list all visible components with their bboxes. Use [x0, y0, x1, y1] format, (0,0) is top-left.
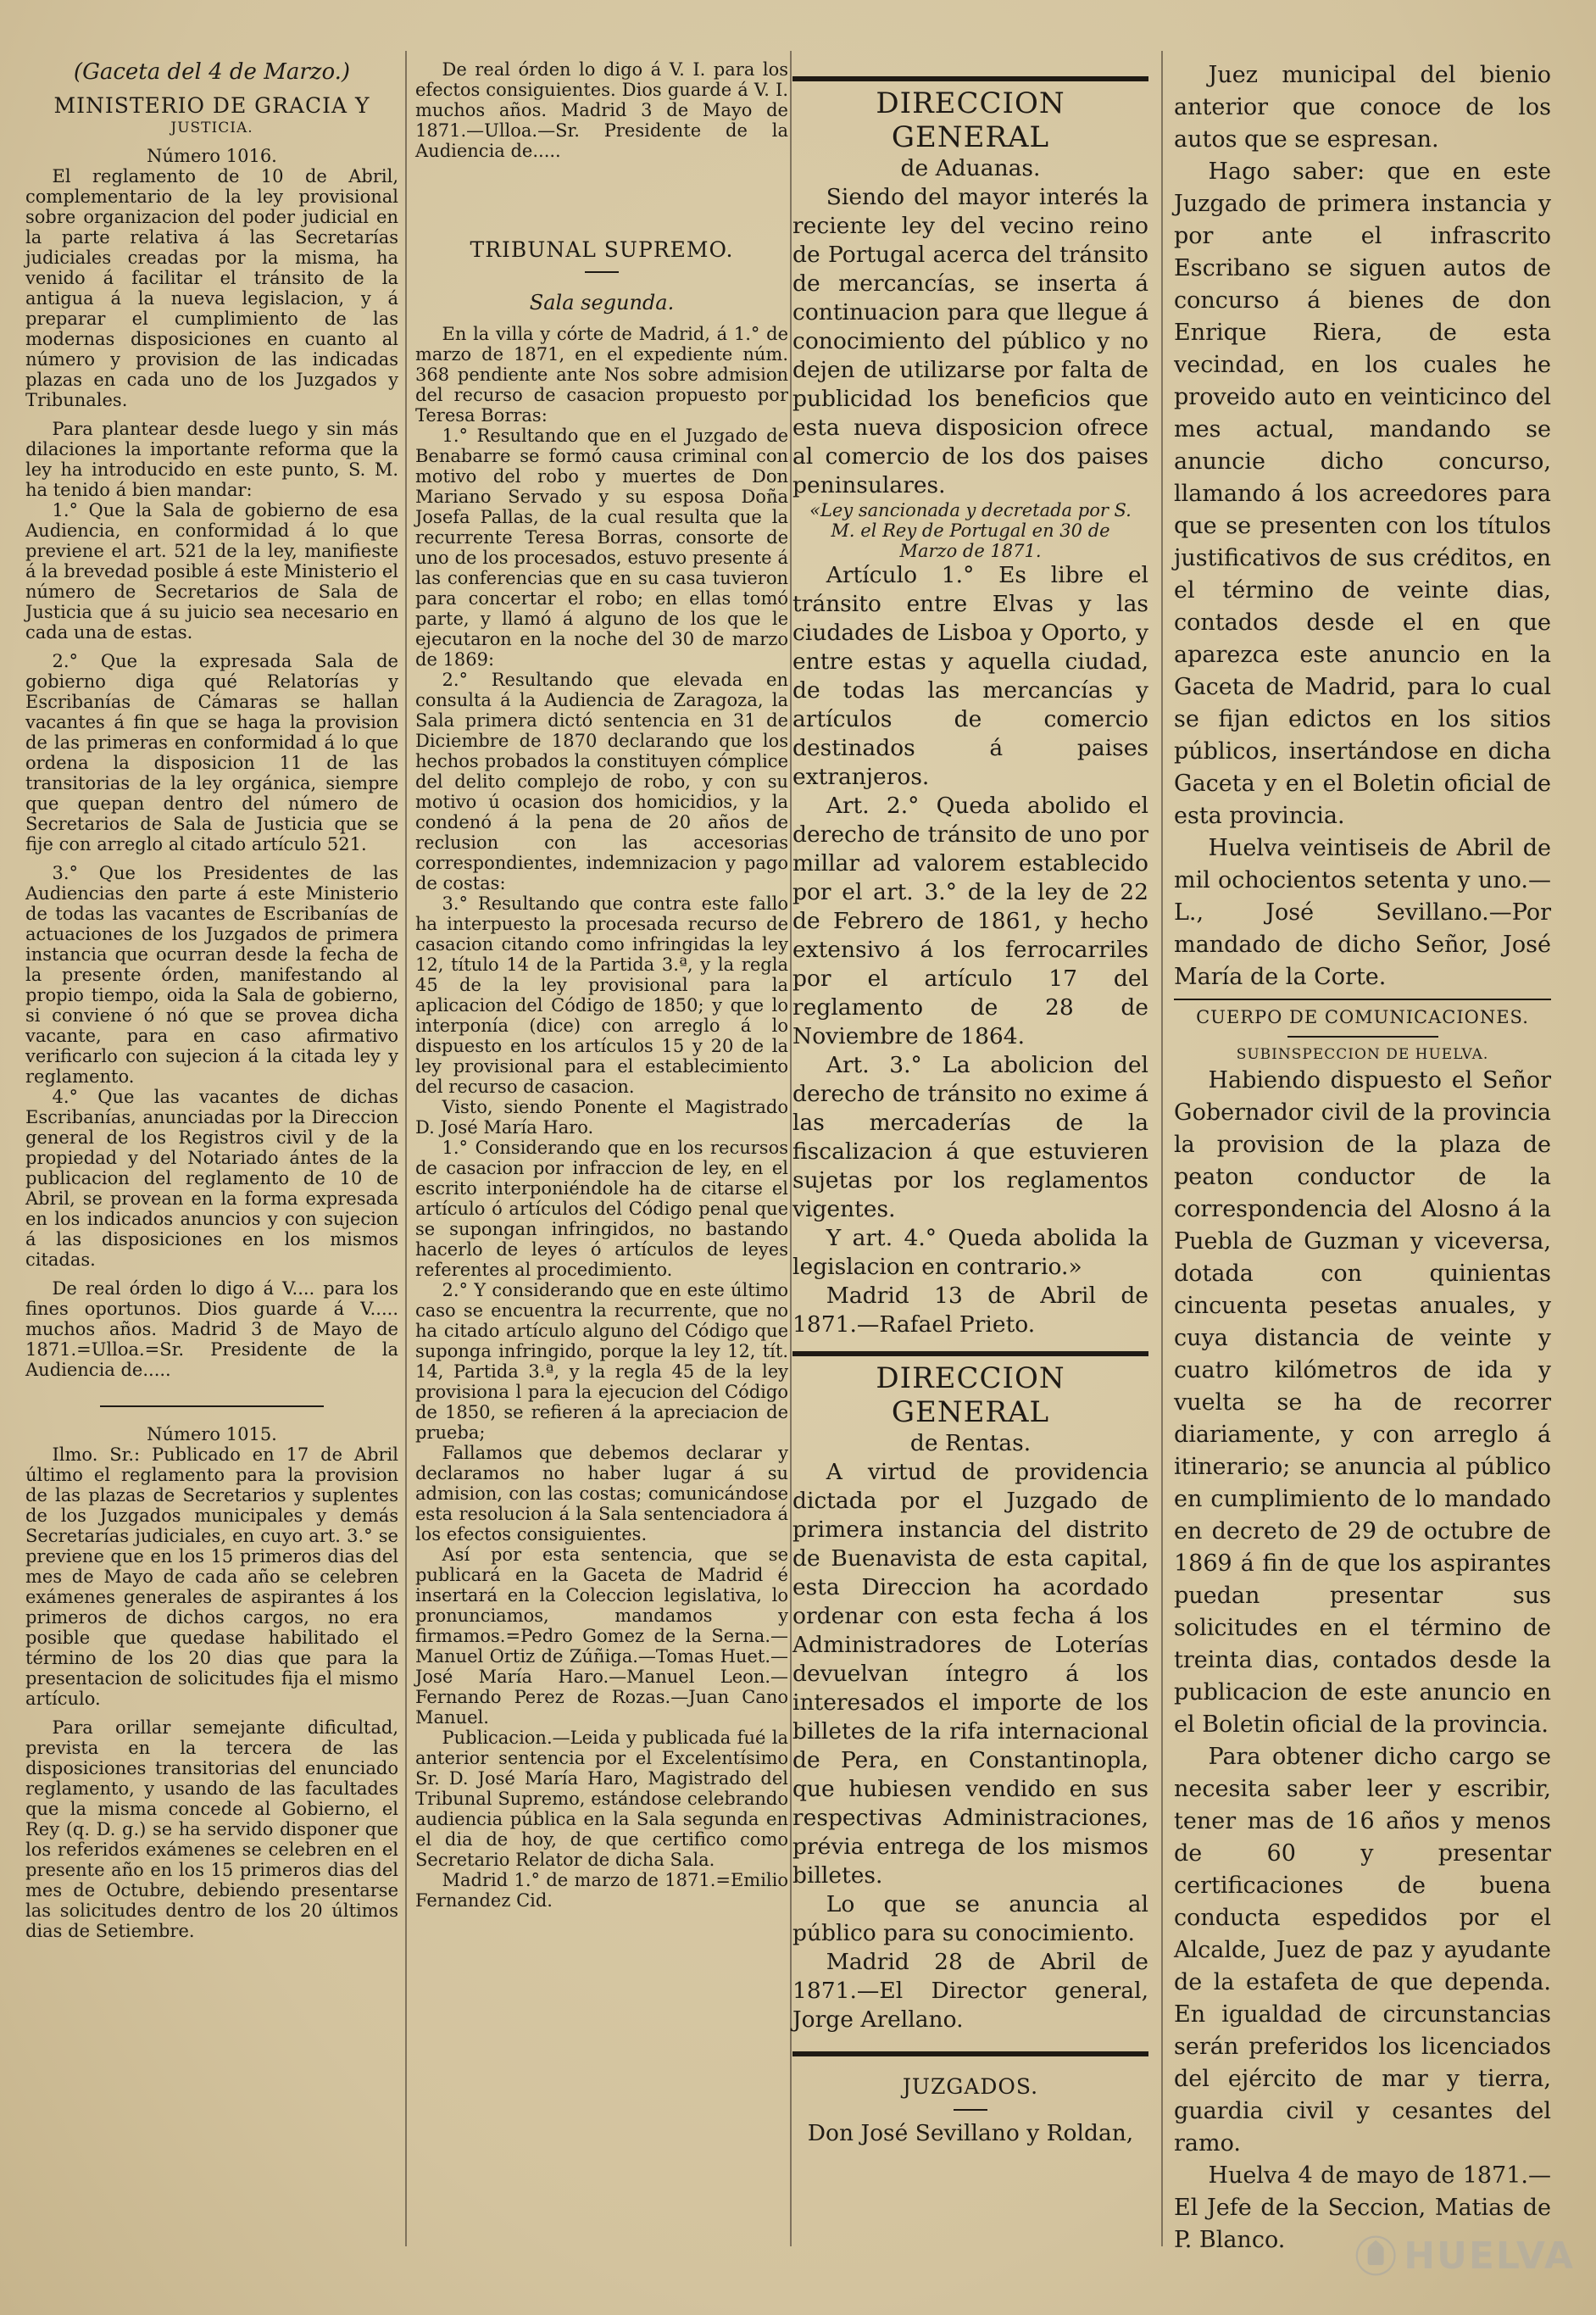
direccion-aduanas-subheading: de Aduanas.	[900, 155, 1041, 181]
paragraph: Huelva veintiseis de Abril de mil ochocientos setenta y uno.—L., José Sevillano.—Por mandado de dicho Señor, José María de la Corte.	[1174, 835, 1551, 990]
paragraph: De real órden lo digo á V. I. para los efectos consiguientes. Dios guarde á V. I. muchos años. Madrid 3 de Mayo de 1871.—Ulloa.—Sr. Presidente de la Audiencia de.....	[415, 59, 788, 161]
paragraph: 3.° Que los Presidentes de las Audiencias den parte á este Ministerio de todas las vacantes de Escribanías de actuaciones de los Juzgados de primera instancia que ocurran desde la fecha de la presente órden, manifestando al propio tiempo, oida la Sala de gobierno, si conviene ó nó que se provea dicha vacante, para en caso afirmativo verificarlo con sujecion á la citada ley y reglamento.	[25, 863, 398, 1087]
provincial-seal-icon	[1354, 2218, 1397, 2294]
separator-dash	[954, 2109, 987, 2111]
date-signature: Madrid 13 de Abril de 1871.—Rafael Prieto.	[792, 1283, 1148, 1338]
archive-watermark	[1354, 2209, 1575, 2302]
tribunal-heading: TRIBUNAL SUPREMO.	[470, 237, 734, 262]
separator-rule	[100, 1405, 324, 1407]
paragraph: Publicacion.—Leida y publicada fué la anterior sentencia por el Excelentísimo Sr. D. José María Haro, Magistrado del Tribunal Supremo, estándose celebrando audiencia pública en la Sala segunda en el dia de hoy, de que certifico como Secretario Relator de dicha Sala.	[415, 1728, 788, 1870]
column-4	[1174, 59, 1551, 2257]
ministry-subheading: JUSTICIA.	[170, 120, 253, 136]
sala-heading: Sala segunda.	[529, 291, 675, 314]
paragraph: Madrid 28 de Abril de 1871.—El Director general, Jorge Arellano.	[792, 1949, 1148, 2033]
juzgados-name: Don José Sevillano y Roldan,	[807, 2120, 1134, 2146]
heavy-rule	[792, 1351, 1148, 1356]
column-2	[415, 59, 788, 1911]
juzgados-heading: JUZGADOS.	[902, 2074, 1039, 2099]
cuerpo-heading: CUERPO DE COMUNICACIONES.	[1196, 1007, 1529, 1027]
article: Art. 2.° Queda abolido el derecho de tránsito de uno por millar ad valorem establecido por el art. 3.° de la ley de 22 de Febrero de 1861, y hecho extensivo á los ferrocarriles por el artículo 17 del reglamento de 28 de Noviembre de 1864.	[792, 793, 1148, 1049]
paragraph: 3.° Resultando que contra este fallo ha interpuesto la procesada recurso de casacion citando como infringidas la ley 12, título 14 de la Partida 3.ª, y la regla 45 de la ley provisional para la aplicacion del Código de 1850; y que lo interponía (dice) con arreglo á lo dispuesto en los artículos 15 y 20 de la ley provisional para el establecimiento del recurso de casacion.	[415, 893, 788, 1097]
column-divider	[1161, 51, 1163, 2246]
order-number-1016: Número 1016.	[147, 146, 277, 166]
paragraph: 4.° Que las vacantes de dichas Escribanías, anunciadas por la Direccion general de los Registros civil y de la propiedad y del Notariado ántes de la publicacion del reglamento de 10 de Abril, se provean en la forma expresada en los indicados anuncios y con sujecion á las disposiciones en los mismos citadas.	[25, 1087, 398, 1270]
separator-rule	[1174, 999, 1551, 1000]
paragraph: Habiendo dispuesto el Señor Gobernador civil de la provincia la provision de la plaza de peaton conductor de la correspondencia del Alosno á la Puebla de Guzman y viceversa, dotada con quinientas cincuenta pesetas anuales, y cuya distancia de veinte y cuatro kilómetros de ida y vuelta se ha de recorrer diariamente, y con arreglo á itinerario; se anuncia al público en cumplimiento de lo mandado en decreto de 29 de octubre de 1869 á fin de que los aspirantes puedan presentar sus solicitudes en el término de treinta dias, contados desde la publicacion de este anuncio en el Boletin oficial de la provincia.	[1174, 1067, 1551, 1738]
paragraph: En la villa y córte de Madrid, á 1.° de marzo de 1871, en el expediente núm. 368 pendiente ante Nos sobre admision del recurso de casacion propuesto por Teresa Borras:	[415, 324, 788, 426]
direccion-rentas-heading: DIRECCION GENERAL	[876, 1361, 1065, 1429]
paragraph: Lo que se anuncia al público para su conocimiento.	[792, 1891, 1148, 1946]
direccion-rentas-subheading: de Rentas.	[909, 1430, 1032, 1456]
column-1	[25, 59, 398, 1941]
law-quote: «Ley sancionada y decretada por S. M. el Rey de Portugal en 30 de Marzo de 1871.	[809, 500, 1132, 561]
paragraph: Hago saber: que en este Juzgado de primera instancia y por ante el infrascrito Escribano se siguen autos de concurso á bienes de don Enrique Riera, de esta vecindad, en los cuales he proveido auto en veinticinco del mes actual, mandando se anuncie dicho concurso, llamando á los acreedores para que se presenten con los títulos justificativos de sus créditos, en el término de veinte dias, contados desde el en que aparezca este anuncio en la Gaceta de Madrid, para lo cual se fijan edictos en los sitios públicos, insertándose en dicha Gaceta y en el Boletin oficial de esta provincia.	[1174, 159, 1551, 829]
paragraph: Para obtener dicho cargo se necesita saber leer y escribir, tener mas de 16 años y menos de 60 y presentar certificaciones de buena conducta espedidos por el Alcalde, Juez de paz y ayudante de la estafeta de que dependa. En igualdad de circunstancias serán preferidos los licenciados del ejército de mar y tierra, guardia civil y cesantes del ramo.	[1174, 1744, 1551, 2156]
paragraph: Madrid 1.° de marzo de 1871.=Emilio Fernandez Cid.	[415, 1870, 788, 1911]
subinspeccion-heading: SUBINSPECCION DE HUELVA.	[1236, 1046, 1489, 1063]
ministry-heading: MINISTERIO DE GRACIA Y	[53, 93, 370, 118]
separator-rule	[1287, 1036, 1438, 1038]
paragraph: 1.° Resultando que en el Juzgado de Benabarre se formó causa criminal con motivo del robo y muertes de Don Mariano Servado y su esposa Doña Josefa Pallas, de la cual resulta que la recurrente Teresa Borras, consorte de uno de los procesados, estuvo presente á las conferencias que en su casa tuvieron para concertar el robo; en ellas tomó parte, y llamó á alguno de los que le ejecutaron en la noche del 30 de marzo de 1869:	[415, 426, 788, 670]
column-divider	[405, 51, 407, 2246]
paragraph: Visto, siendo Ponente el Magistrado D. José María Haro.	[415, 1097, 788, 1138]
column-3	[792, 59, 1148, 2148]
paragraph: Siendo del mayor interés la reciente ley del vecino reino de Portugal acerca del tránsito de mercancías, se inserta á continuacion para que llegue á conocimiento del público y no dejen de utilizarse por falta de publicidad los beneficios que esta nueva disposicion ofrece al comercio de los dos paises peninsulares.	[792, 184, 1148, 498]
paragraph: Huelva 4 de mayo de 1871.—El Jefe de la Seccion, Matias de P. Blanco.	[1174, 2162, 1551, 2253]
direccion-aduanas-heading: DIRECCION GENERAL	[876, 86, 1065, 154]
column-divider	[790, 51, 792, 2246]
paragraph: 2.° Que la expresada Sala de gobierno diga qué Relatorías y Escribanías de Cámaras se hallan vacantes á fin que se haga la provision de las primeras en conformidad á lo que ordena la disposicion 11 de las transitorias de la ley orgánica, siempre que quepan dentro del número de Secretarios de Sala de Justicia que se fije con arreglo al citado artículo 521.	[25, 651, 398, 854]
article: Y art. 4.° Queda abolida la legislacion en contrario.»	[792, 1225, 1148, 1280]
paragraph: A virtud de providencia dictada por el Juzgado de primera instancia del distrito de Buenavista de esta capital, esta Direccion ha acordado ordenar con esta fecha á los Administradores de Loterías devuelvan íntegro á los interesados el importe de los billetes de la rifa internacional de Pera, en Constantinopla, que hubiesen vendido en sus respectivas Administraciones, prévia entrega de los mismos billetes.	[792, 1459, 1148, 1889]
paragraph: Para orillar semejante dificultad, prevista en la tercera de las disposiciones transitorias del enunciado reglamento, y usando de las facultades que la misma concede al Gobierno, el Rey (q. D. g.) se ha servido disponer que los referidos exámenes se celebren en el presente año en los 15 primeros dias del mes de Octubre, debiendo presentarse las solicitudes dentro de los 20 últimos dias de Setiembre.	[25, 1717, 398, 1941]
paragraph: 2.° Resultando que elevada en consulta á la Audiencia de Zaragoza, la Sala primera dictó sentencia en 31 de Diciembre de 1870 declarando que los hechos probados la constituyen cómplice del delito complejo de robo, y con su motivo ú ocasion dos homicidios, y la condenó á la pena de 20 años de reclusion con las accesorias correspondientes, indemnizacion y pago de costas:	[415, 670, 788, 893]
paragraph: 2.° Y considerando que en este último caso se encuentra la recurrente, que no ha citado artículo alguno del Código que suponga infringido, porque la ley 12, tít. 14, Partida 3.ª, y la regla 45 de la ley provisiona l para la ejecucion del Código de 1850, se refieren á la apreciacion de prueba;	[415, 1280, 788, 1443]
paragraph: 1.° Que la Sala de gobierno de esa Audiencia, en conformidad á lo que previene el art. 521 de la ley, manifieste á la brevedad posible á este Ministerio el número de Secretarios de Sala de Justicia que á su juicio sea necesario en cada una de estas.	[25, 500, 398, 643]
paragraph: Juez municipal del bienio anterior que conoce de los autos que se espresan.	[1174, 62, 1551, 153]
article: Artículo 1.° Es libre el tránsito entre Elvas y las ciudades de Lisboa y Oporto, y entre estas y aquella ciudad, de todas las mercancías y artículos de comercio destinados á paises extranjeros.	[792, 562, 1148, 790]
separator-dash	[585, 271, 619, 273]
heavy-rule	[792, 76, 1148, 81]
heavy-rule	[792, 2051, 1148, 2056]
paragraph: Fallamos que debemos declarar y declaramos no haber lugar á su admision, con las costas; comunicándose esta resolucion á la Sala sentenciadora á los efectos consiguientes.	[415, 1443, 788, 1544]
paragraph: Así por esta sentencia, que se publicará en la Gaceta de Madrid é insertará en la Coleccion legislativa, lo pronunciamos, mandamos y firmamos.=Pedro Gomez de la Serna.—Manuel Ortiz de Zúñiga.—Tomas Huet.—José María Haro.—Manuel Leon.—Fernando Perez de Rozas.—Juan Cano Manuel.	[415, 1544, 788, 1728]
order-number-1015: Número 1015.	[147, 1424, 277, 1444]
paragraph: 1.° Considerando que en los recursos de casacion por infraccion de ley, en el escrito interponiéndole ha de citarse el artículo ó artículos del Código penal que se supongan infringidos, no bastando hacerlo de leyes ó artículos de leyes referentes al procedimiento.	[415, 1138, 788, 1280]
gaceta-reference: (Gaceta del 4 de Marzo.)	[73, 59, 351, 85]
paragraph: Para plantear desde luego y sin más dilaciones la importante reforma que la ley ha introducido en este punto, S. M. ha tenido á bien mandar:	[25, 419, 398, 500]
paragraph: El reglamento de 10 de Abril, complementario de la ley provisional sobre organizacion del poder judicial en la parte relativa á las Secretarías judiciales creadas por la misma, ha venido á facilitar el tránsito de la antigua á la nueva legislacion, y á preparar el cumplimiento de las modernas disposiciones en cuanto al número y provision de las indicadas plazas en cada uno de los Juzgados y Tribunales.	[25, 166, 398, 410]
paragraph: De real órden lo digo á V.... para los fines oportunos. Dios guarde á V..... muchos años. Madrid 3 de Mayo de 1871.=Ulloa.=Sr. Presidente de la Audiencia de.....	[25, 1278, 398, 1380]
watermark-text: HUELVA	[1404, 2234, 1575, 2278]
article: Art. 3.° La abolicion del derecho de tránsito no exime á las mercaderías de la fiscalizacion á que estuvieren sujetas por los reglamentos vigentes.	[792, 1052, 1148, 1222]
paragraph: Ilmo. Sr.: Publicado en 17 de Abril último el reglamento para la provision de las plazas de Secretarios y suplentes de los Juzgados municipales y demás Secretarías judiciales, en cuyo art. 3.° se previene que en los 15 primeros dias del mes de Mayo de cada año se celebren exámenes generales de aspirantes á los primeros de dichos cargos, no era posible que quedase habilitado el término de los 20 dias que para la presentacion de solicitudes fija el mismo artículo.	[25, 1444, 398, 1709]
